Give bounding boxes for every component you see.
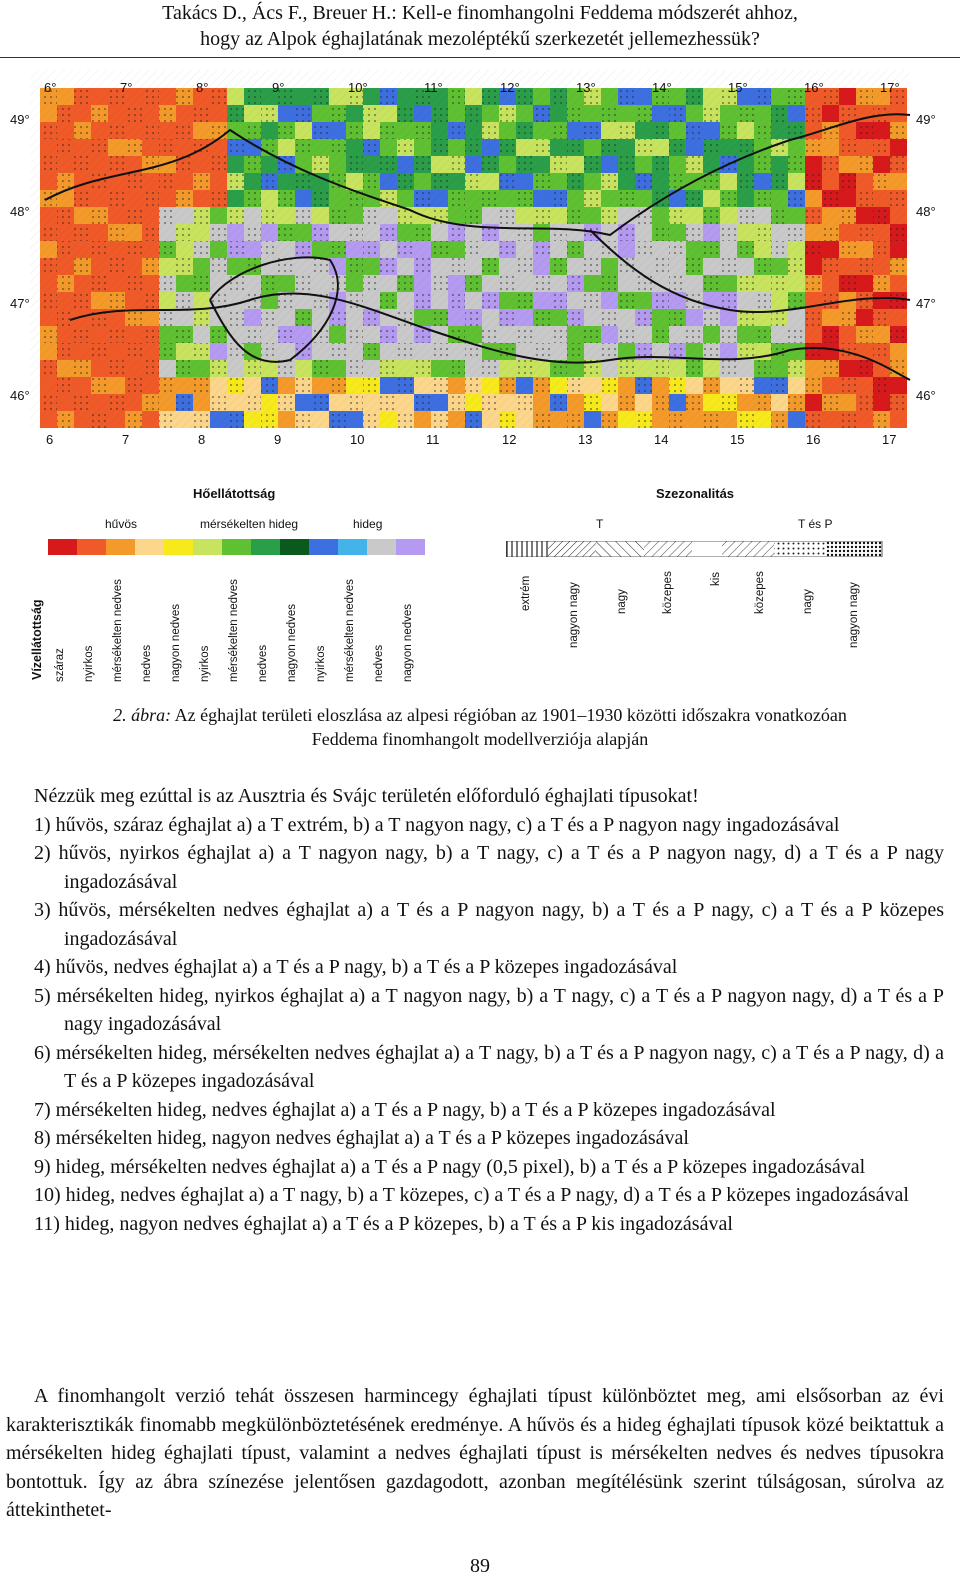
moisture-label: nyirkos <box>315 645 327 682</box>
seasonality-label: nagyon nagy <box>568 582 580 648</box>
longitude-label-bottom: 17 <box>882 432 897 447</box>
running-header <box>0 0 960 52</box>
caption-prefix: 2. ábra: <box>113 705 172 725</box>
list-item: 10) hideg, nedves éghajlat a) a T nagy, b) a T közepes, c) a T és a P nagy, d) a T és a P közepes ingadozásával <box>34 1184 909 1206</box>
longitude-label-top: 15° <box>728 80 748 95</box>
legend-color-swatch <box>135 539 164 555</box>
legend-color-swatch <box>164 539 193 555</box>
legend-color-swatch <box>309 539 338 555</box>
longitude-label-bottom: 6 <box>46 432 54 447</box>
longitude-label-bottom: 7 <box>122 432 130 447</box>
legend-group-mersekelten-hideg: mérsékelten hideg <box>200 517 299 531</box>
page-number: 89 <box>470 1555 490 1577</box>
list-item: 7) mérsékelten hideg, nedves éghajlat a) a T és a P nagy, b) a T és a P közepes ingadozásával <box>34 1098 776 1121</box>
longitude-label-bottom: 12 <box>502 432 517 447</box>
longitude-label-bottom: 9 <box>274 432 282 447</box>
moisture-label: nagyon nedves <box>286 603 298 682</box>
legend-color-swatch <box>367 539 396 555</box>
list-item: 4) hűvös, nedves éghajlat a) a T és a P nagy, b) a T és a P közepes ingadozásával <box>34 956 678 978</box>
longitude-label-top: 12° <box>500 80 520 95</box>
seasonality-pattern-legend <box>506 541 886 557</box>
longitude-label-bottom: 11 <box>426 432 440 447</box>
moisture-legend-title: Hőellátottság <box>193 486 276 501</box>
legend-color-swatch <box>280 539 309 555</box>
list-item: 5) mérsékelten hideg, nyirkos éghajlat a) a T nagyon nagy, b) a T nagy, c) a T és a P nagyon nagy, d) a T és a P nagy ingadozásával <box>34 984 944 1035</box>
caption-line-2: Feddema finomhangolt modellverziója alapján <box>311 729 649 749</box>
legend-color-swatch <box>251 539 280 555</box>
longitude-label-top: 9° <box>272 80 285 95</box>
moisture-label: száraz <box>54 648 66 682</box>
moisture-color-legend <box>48 539 438 559</box>
list-item: 11) hideg, nagyon nedves éghajlat a) a T és a P közepes, b) a T és a P kis ingadozásával <box>34 1212 733 1235</box>
latitude-label-right: 46° <box>916 388 936 403</box>
intro-sentence: Nézzük meg ezúttal is az Ausztria és Svájc területén előforduló éghajlati típusokat! <box>34 785 699 807</box>
longitude-label-top: 8° <box>196 80 209 95</box>
list-item: 3) hűvös, mérsékelten nedves éghajlat a) a T és a P nagyon nagy, b) a T és a P nagy, c) a T és a P közepes ingadozásával <box>34 899 944 950</box>
caption-line-1: Az éghajlat területi eloszlása az alpesi régióban az 1901–1930 közötti időszakra vonatkozóan <box>171 705 847 725</box>
body-paragraph: A finomhangolt verzió tehát összesen harmincegy éghajlati típust különböztet meg, ami elsősorban az évi karakterisztikák finomabb megkülönböztetésének eredménye. A hűvös és a hideg éghajlati típusok közé beiktattuk a mérsékelten hideg éghajlati típust, valamint a nedves éghajlati típust is mérsékelten nedves és nedves típusokra bontottuk. Így az ábra színezése jelentősen gazdagodott, azonban megítélésünk szerint túlságosan, súrolva az áttekinthetet- <box>6 1385 944 1521</box>
longitude-label-bottom: 13 <box>578 432 593 447</box>
longitude-label-bottom: 14 <box>654 432 669 447</box>
legend-color-swatch <box>48 539 77 555</box>
longitude-label-top: 16° <box>804 80 824 95</box>
seasonality-label: közepes <box>754 571 766 614</box>
latitude-label-right: 47° <box>916 296 936 311</box>
longitude-label-top: 13° <box>576 80 596 95</box>
moisture-label: nyirkos <box>199 645 211 682</box>
latitude-label-left: 46° <box>10 388 30 403</box>
longitude-label-bottom: 15 <box>730 432 745 447</box>
latitude-label-right: 48° <box>916 204 936 219</box>
longitude-label-bottom: 16 <box>806 432 821 447</box>
seasonality-label: nagy <box>616 589 628 614</box>
moisture-label: mérsékelten nedves <box>112 579 124 682</box>
moisture-label: nagyon nedves <box>170 603 182 682</box>
y-axis-label: Vízellátottság <box>30 599 44 680</box>
moisture-label: mérsékelten nedves <box>344 579 356 682</box>
latitude-label-left: 49° <box>10 112 30 127</box>
latitude-label-left: 47° <box>10 296 30 311</box>
moisture-label: nagyon nedves <box>402 603 414 682</box>
seasonality-label: közepes <box>662 571 674 614</box>
seasonality-group-tp: T és P <box>798 517 833 531</box>
legend-color-swatch <box>222 539 251 555</box>
legend-color-swatch <box>338 539 367 555</box>
longitude-label-bottom: 8 <box>198 432 206 447</box>
list-item: 9) hideg, mérsékelten nedves éghajlat a) a T és a P nagy (0,5 pixel), b) a T és a P közepes ingadozásával <box>34 1155 866 1178</box>
longitude-label-bottom: 10 <box>350 432 365 447</box>
list-item: 8) mérsékelten hideg, nagyon nedves éghajlat a) a T és a P közepes ingadozásával <box>34 1127 689 1149</box>
longitude-label-top: 14° <box>652 80 672 95</box>
climate-figure <box>10 70 948 700</box>
latitude-label-left: 48° <box>10 204 30 219</box>
figure-caption <box>0 703 960 751</box>
legend-group-hideg: hideg <box>353 517 383 531</box>
longitude-label-top: 10° <box>348 80 368 95</box>
seasonality-label: nagyon nagy <box>848 582 860 648</box>
moisture-label: nedves <box>257 644 269 682</box>
seasonality-legend-title: Szezonalitás <box>656 486 735 501</box>
seasonality-label: nagy <box>802 589 814 614</box>
header-rule <box>0 57 960 58</box>
moisture-label: nedves <box>141 644 153 682</box>
moisture-label: mérsékelten nedves <box>228 579 240 682</box>
longitude-label-top: 7° <box>120 80 133 95</box>
header-line-2: hogy az Alpok éghajlatának mezoléptékű szerkezetét jellemezhessük? <box>200 28 760 50</box>
legend-color-swatch <box>106 539 135 555</box>
latitude-label-right: 49° <box>916 112 936 127</box>
seasonality-group-t: T <box>596 517 604 531</box>
moisture-label: nedves <box>373 644 385 682</box>
seasonality-label: extrém <box>520 575 532 611</box>
seasonality-label: kis <box>710 571 722 586</box>
legend-color-swatch <box>77 539 106 555</box>
legend-group-huvos: hűvös <box>105 517 138 531</box>
longitude-label-top: 11° <box>424 80 443 95</box>
moisture-label: nyirkos <box>83 645 95 682</box>
legend-color-swatch <box>396 539 425 555</box>
climate-type-list <box>34 782 944 1238</box>
list-item: 6) mérsékelten hideg, mérsékelten nedves éghajlat a) a T nagy, b) a T és a P nagyon nagy, c) a T és a P nagy, d) a T és a P közepes ingadozásával <box>34 1041 944 1092</box>
header-line-1: Takács D., Ács F., Breuer H.: Kell-e finomhangolni Feddema módszerét ahhoz, <box>162 2 798 24</box>
legend-color-swatch <box>193 539 222 555</box>
longitude-label-top: 17° <box>880 80 900 95</box>
longitude-label-top: 6° <box>44 80 57 95</box>
list-item: 1) hűvös, száraz éghajlat a) a T extrém, b) a T nagyon nagy, c) a T és a P nagyon nagy ingadozásával <box>34 813 840 836</box>
list-item: 2) hűvös, nyirkos éghajlat a) a T nagyon nagy, b) a T nagy, c) a T és a P nagyon nagy, d) a T és a P nagy ingadozásával <box>34 842 944 893</box>
